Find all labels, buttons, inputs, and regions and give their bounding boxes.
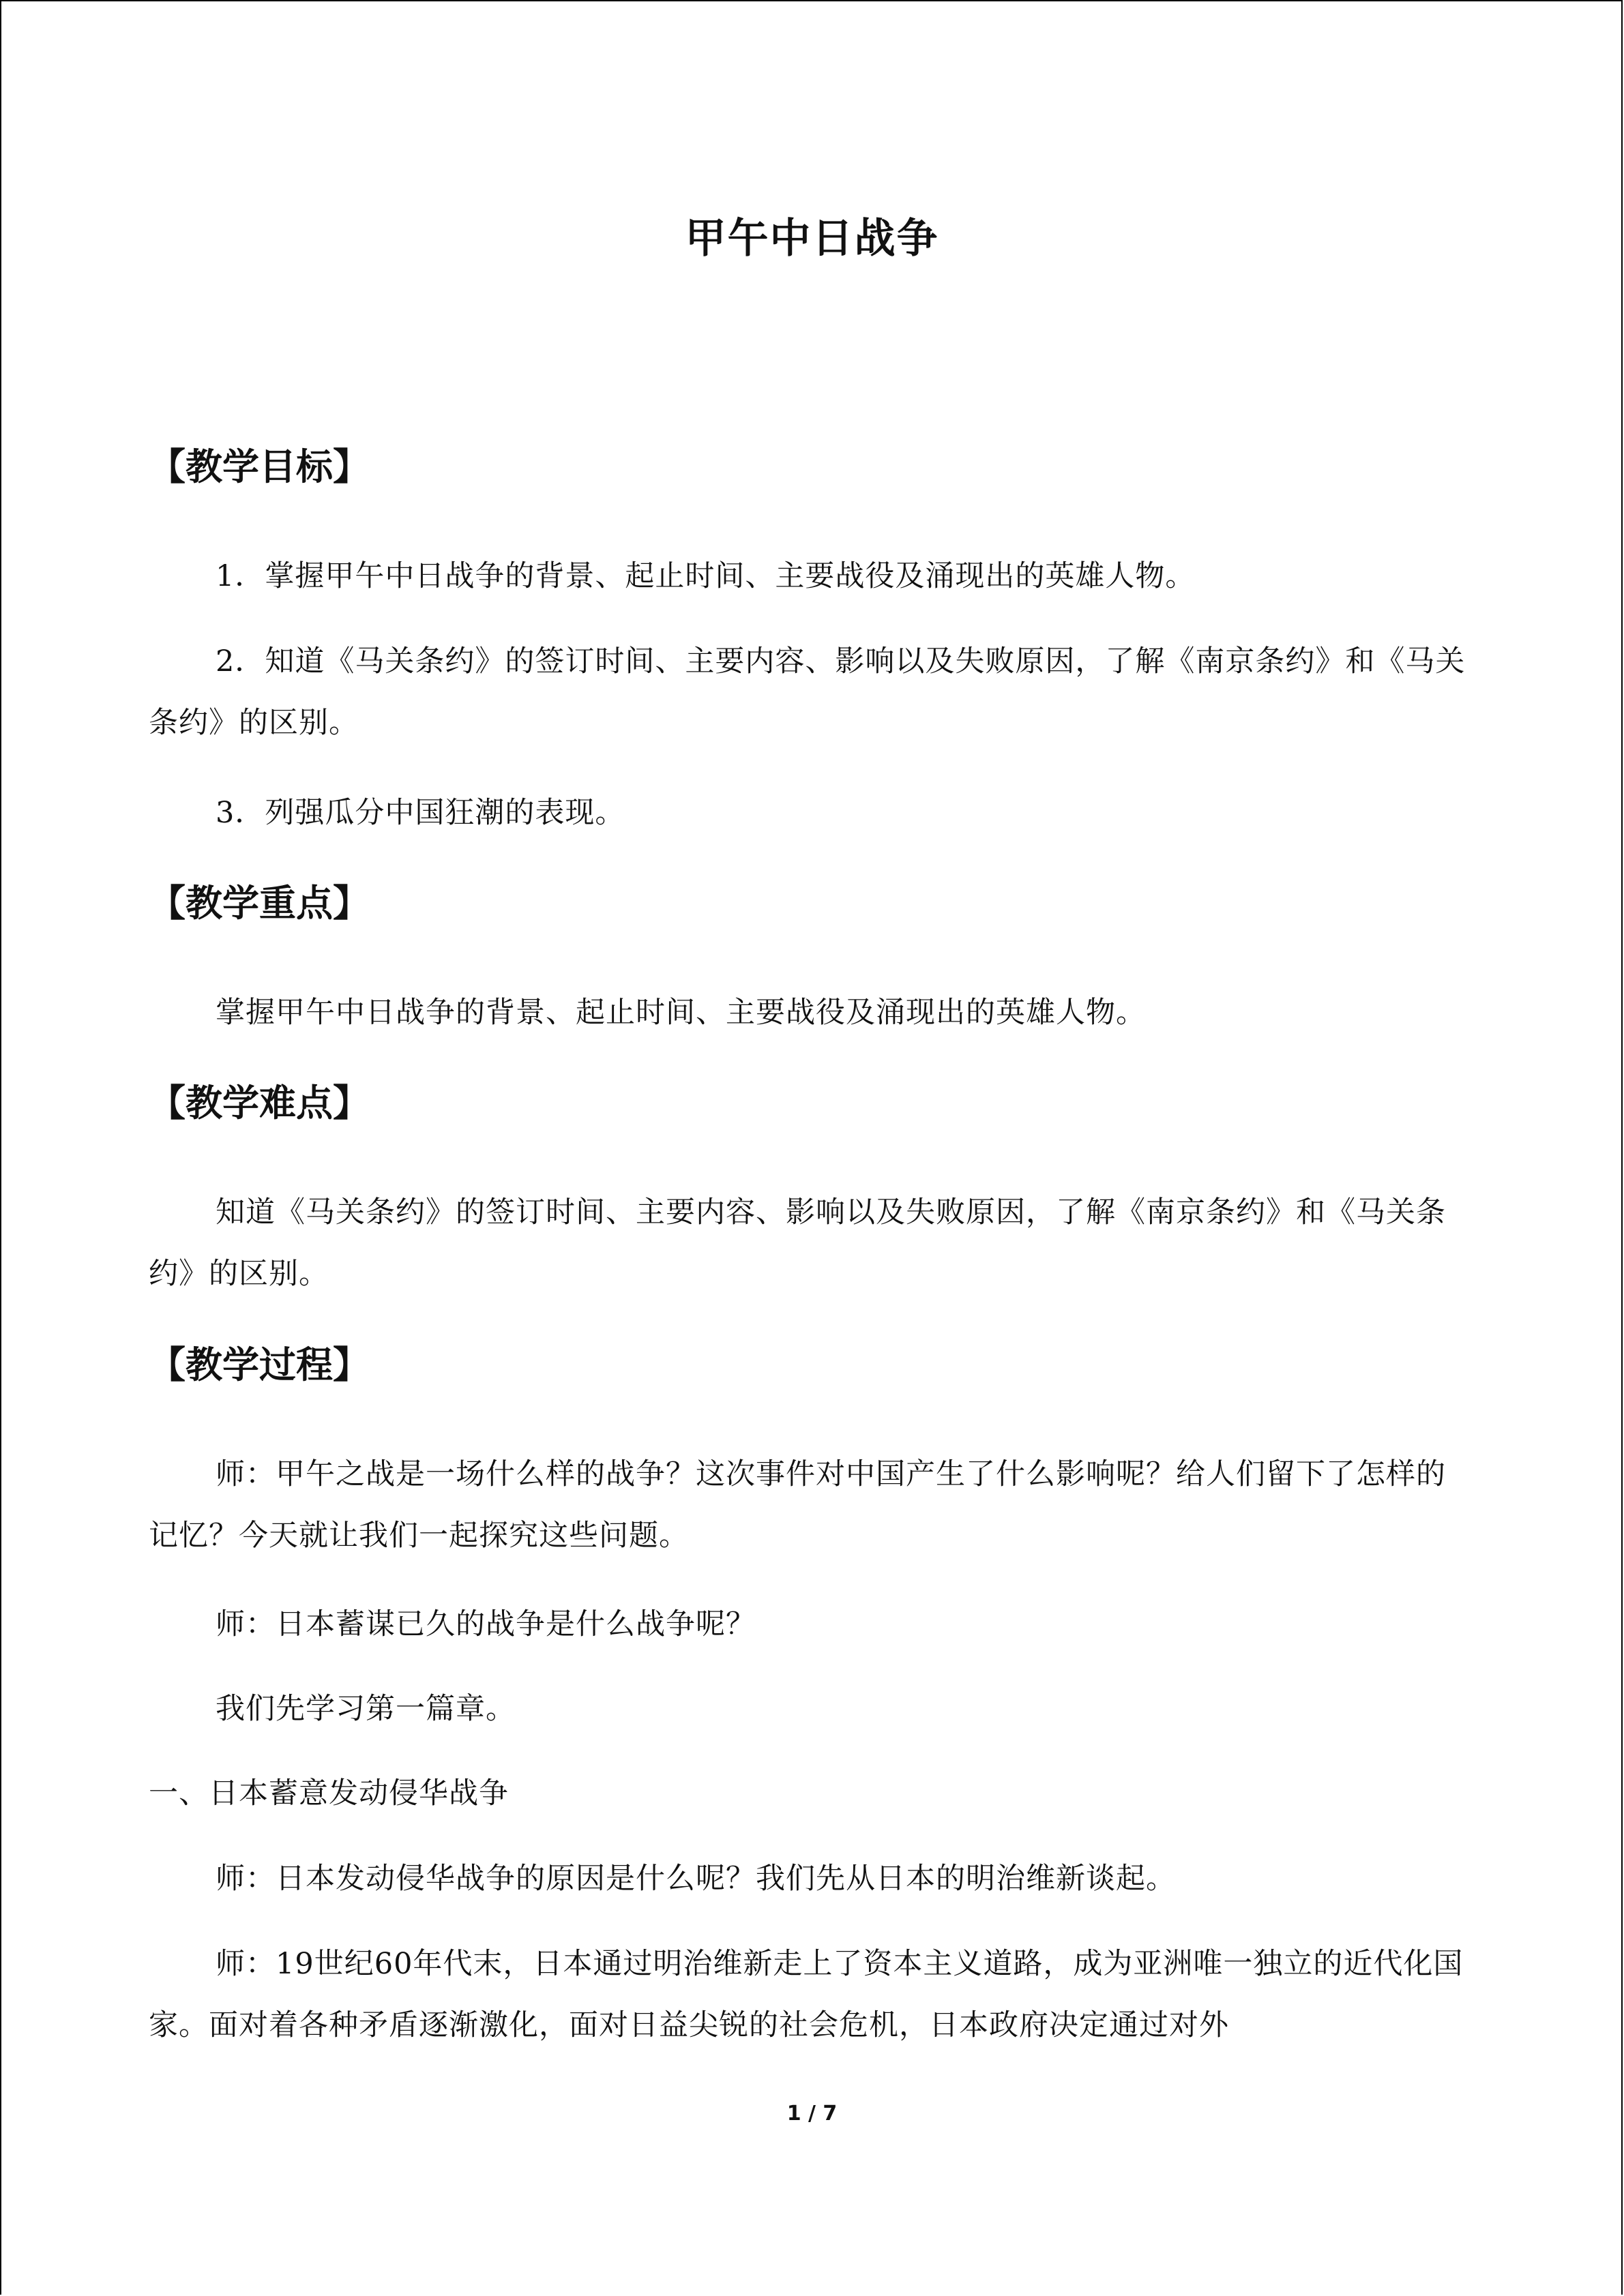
key-points-text: 掌握甲午中日战争的背景、起止时间、主要战役及涌现出的英雄人物。 xyxy=(216,996,1146,1030)
section-heading-process: 【教学过程】 xyxy=(149,1343,370,1386)
process-paragraph-2: 师：日本蓄谋已久的战争是什么战争呢？ xyxy=(216,1607,756,1641)
goal-item-2: 2．知道《马关条约》的签订时间、主要内容、影响以及失败原因，了解《南京条约》和《马关条约》的区别。 xyxy=(149,644,1466,740)
page-indicator: 1 / 7 xyxy=(786,2102,838,2126)
difficulties-text: 知道《马关条约》的签订时间、主要内容、影响以及失败原因，了解《南京条约》和《马关条约》的区别。 xyxy=(149,1195,1446,1291)
goal-item-3: 3．列强瓜分中国狂潮的表现。 xyxy=(216,796,625,830)
process-subheading-1: 一、日本蓄意发动侵华战争 xyxy=(149,1776,509,1810)
process-paragraph-5: 师：19世纪60年代末，日本通过明治维新走上了资本主义道路，成为亚洲唯一独立的近代化国家。面对着各种矛盾逐渐激化，面对日益尖锐的社会危机，日本政府决定通过对外 xyxy=(149,1947,1464,2042)
process-paragraph-3: 我们先学习第一篇章。 xyxy=(216,1692,516,1726)
section-heading-difficulties: 【教学难点】 xyxy=(149,1082,370,1124)
process-paragraph-4: 师：日本发动侵华战争的原因是什么呢？我们先从日本的明治维新谈起。 xyxy=(216,1862,1176,1896)
section-heading-key-points: 【教学重点】 xyxy=(149,882,370,925)
document-title: 甲午中日战争 xyxy=(685,215,939,263)
goal-item-1: 1．掌握甲午中日战争的背景、起止时间、主要战役及涌现出的英雄人物。 xyxy=(216,559,1196,593)
section-heading-goals: 【教学目标】 xyxy=(149,445,370,488)
process-paragraph-1: 师：甲午之战是一场什么样的战争？这次事件对中国产生了什么影响呢？给人们留下了怎样的记忆？今天就让我们一起探究这些问题。 xyxy=(149,1457,1446,1553)
